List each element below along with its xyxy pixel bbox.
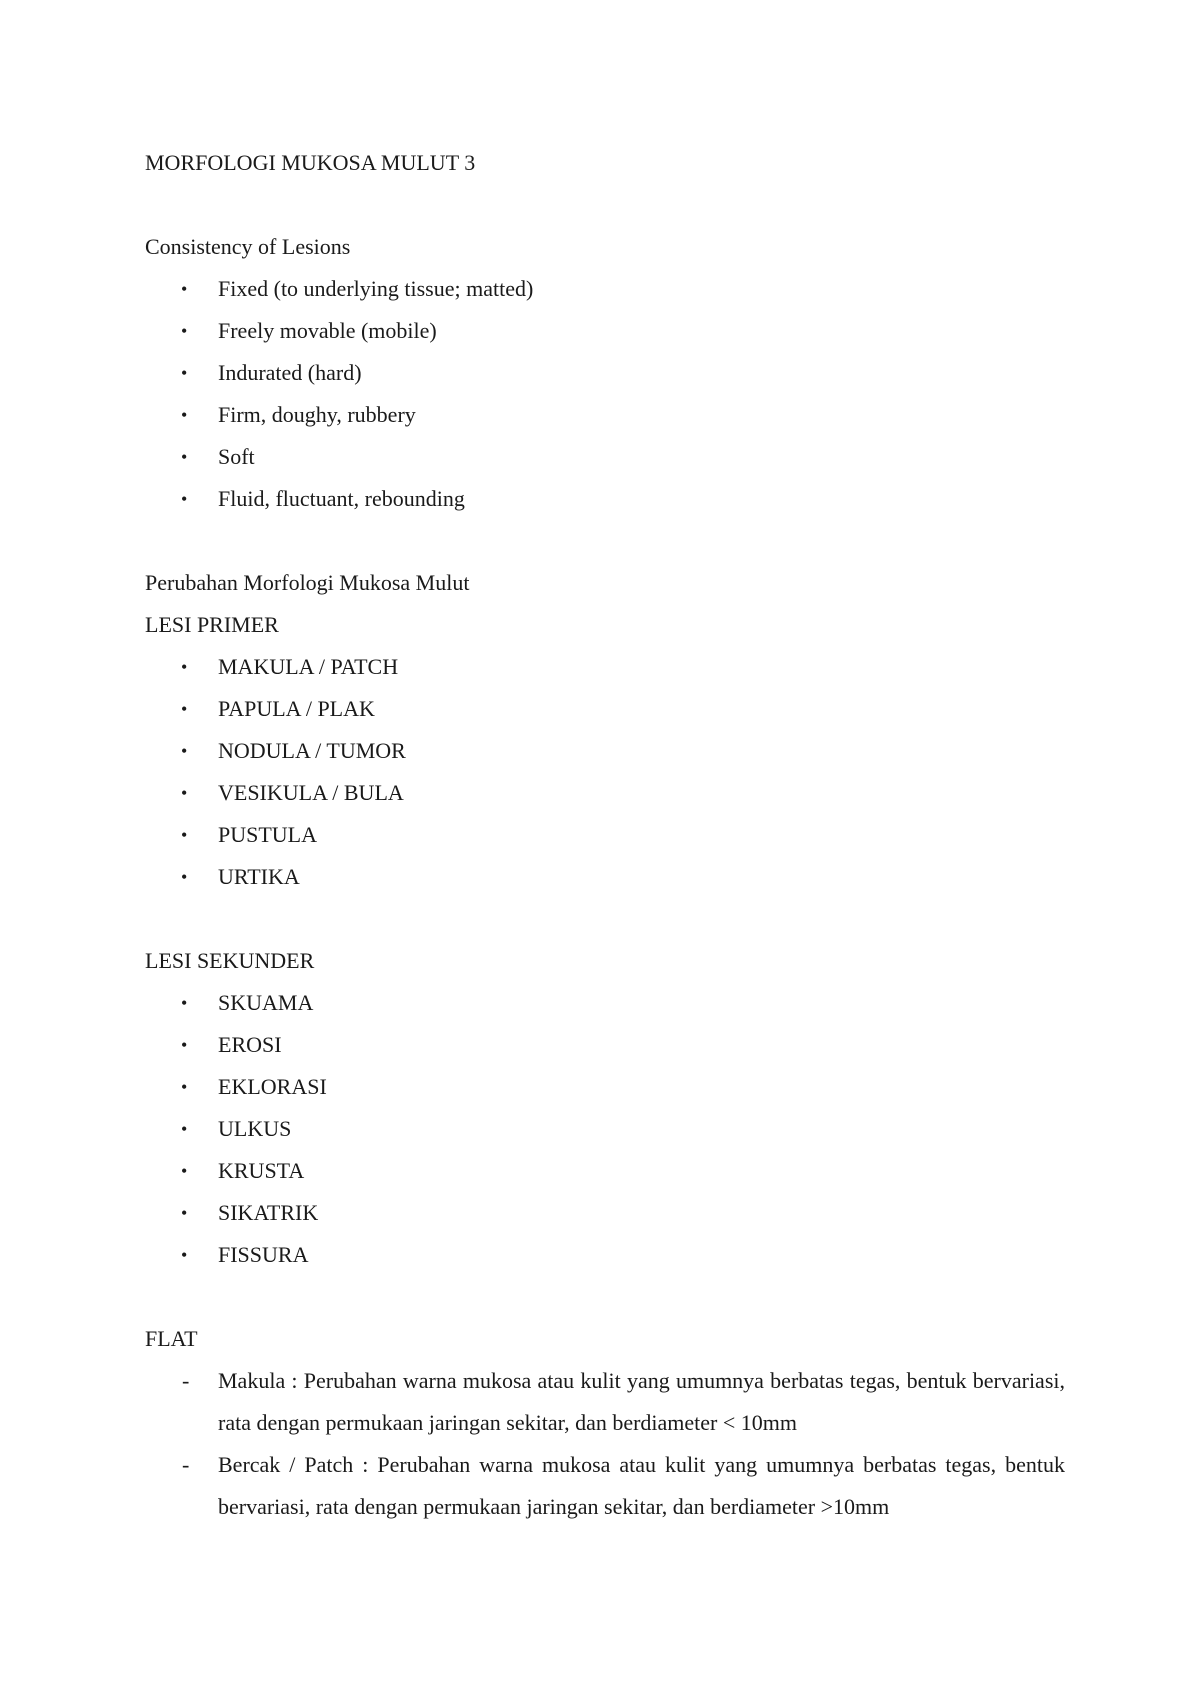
list-item (145, 814, 1065, 856)
bullet-marker: • (181, 405, 188, 425)
list-item (145, 646, 1065, 688)
list-item (145, 394, 1065, 436)
list-item (145, 730, 1065, 772)
list-item-text: Soft (218, 444, 255, 469)
bullet-marker: • (181, 1161, 188, 1181)
list-item (145, 1444, 1065, 1528)
list-item (145, 1150, 1065, 1192)
dash-marker: - (182, 1452, 190, 1477)
list-item (145, 982, 1065, 1024)
consistency-list (145, 268, 1065, 520)
list-item (145, 1360, 1065, 1444)
lesi-primer-list (145, 646, 1065, 898)
list-item (145, 352, 1065, 394)
list-item (145, 310, 1065, 352)
flat-heading: FLAT (145, 1326, 198, 1351)
list-item-text: EKLORASI (218, 1074, 327, 1099)
spacer (145, 520, 1065, 562)
list-item (145, 268, 1065, 310)
list-item-text: VESIKULA / BULA (218, 780, 404, 805)
list-item-text: Freely movable (mobile) (218, 318, 437, 343)
list-item-text: Bercak / Patch : Perubahan warna mukosa atau kulit yang umumnya berbatas tegas, bentuk bervariasi, rata dengan permukaan jaringan sekitar, dan berdiameter >10mm (218, 1452, 1065, 1519)
list-item-text: EROSI (218, 1032, 282, 1057)
spacer (145, 184, 1065, 226)
list-item-text: MAKULA / PATCH (218, 654, 399, 679)
bullet-marker: • (181, 363, 188, 383)
list-item (145, 1108, 1065, 1150)
bullet-marker: • (181, 1245, 188, 1265)
list-item-text: Fixed (to underlying tissue; matted) (218, 276, 534, 301)
bullet-marker: • (181, 1077, 188, 1097)
dash-marker: - (182, 1368, 190, 1393)
bullet-marker: • (181, 657, 188, 677)
bullet-marker: • (181, 1035, 188, 1055)
list-item-text: URTIKA (218, 864, 300, 889)
list-item (145, 436, 1065, 478)
list-item-text: Makula : Perubahan warna mukosa atau kulit yang umumnya berbatas tegas, bentuk bervariasi, rata dengan permukaan jaringan sekitar, dan berdiameter < 10mm (218, 1368, 1065, 1435)
list-item (145, 478, 1065, 520)
bullet-marker: • (181, 783, 188, 803)
lesi-sekunder-heading: LESI SEKUNDER (145, 948, 315, 973)
list-item (145, 688, 1065, 730)
bullet-marker: • (181, 1203, 188, 1223)
bullet-marker: • (181, 321, 188, 341)
list-item-text: Fluid, fluctuant, rebounding (218, 486, 465, 511)
bullet-marker: • (181, 825, 188, 845)
lesi-sekunder-list (145, 982, 1065, 1276)
list-item-text: PAPULA / PLAK (218, 696, 375, 721)
list-item-text: SIKATRIK (218, 1200, 319, 1225)
bullet-marker: • (181, 1119, 188, 1139)
bullet-marker: • (181, 993, 188, 1013)
list-item-text: ULKUS (218, 1116, 292, 1141)
spacer (145, 898, 1065, 940)
list-item-text: Firm, doughy, rubbery (218, 402, 416, 427)
bullet-marker: • (181, 867, 188, 887)
perubahan-heading: Perubahan Morfologi Mukosa Mulut (145, 570, 470, 595)
list-item-text: KRUSTA (218, 1158, 305, 1183)
list-item (145, 1024, 1065, 1066)
list-item (145, 856, 1065, 898)
bullet-marker: • (181, 699, 188, 719)
bullet-marker: • (181, 489, 188, 509)
lesi-primer-heading: LESI PRIMER (145, 612, 279, 637)
list-item-text: SKUAMA (218, 990, 314, 1015)
bullet-marker: • (181, 279, 188, 299)
list-item (145, 1234, 1065, 1276)
flat-list (145, 1360, 1065, 1528)
list-item (145, 1066, 1065, 1108)
list-item-text: NODULA / TUMOR (218, 738, 406, 763)
list-item (145, 1192, 1065, 1234)
document-title: MORFOLOGI MUKOSA MULUT 3 (145, 150, 476, 175)
document-body (145, 142, 1065, 1528)
list-item (145, 772, 1065, 814)
list-item-text: FISSURA (218, 1242, 309, 1267)
spacer (145, 1276, 1065, 1318)
list-item-text: Indurated (hard) (218, 360, 362, 385)
bullet-marker: • (181, 447, 188, 467)
bullet-marker: • (181, 741, 188, 761)
consistency-heading: Consistency of Lesions (145, 234, 351, 259)
list-item-text: PUSTULA (218, 822, 318, 847)
